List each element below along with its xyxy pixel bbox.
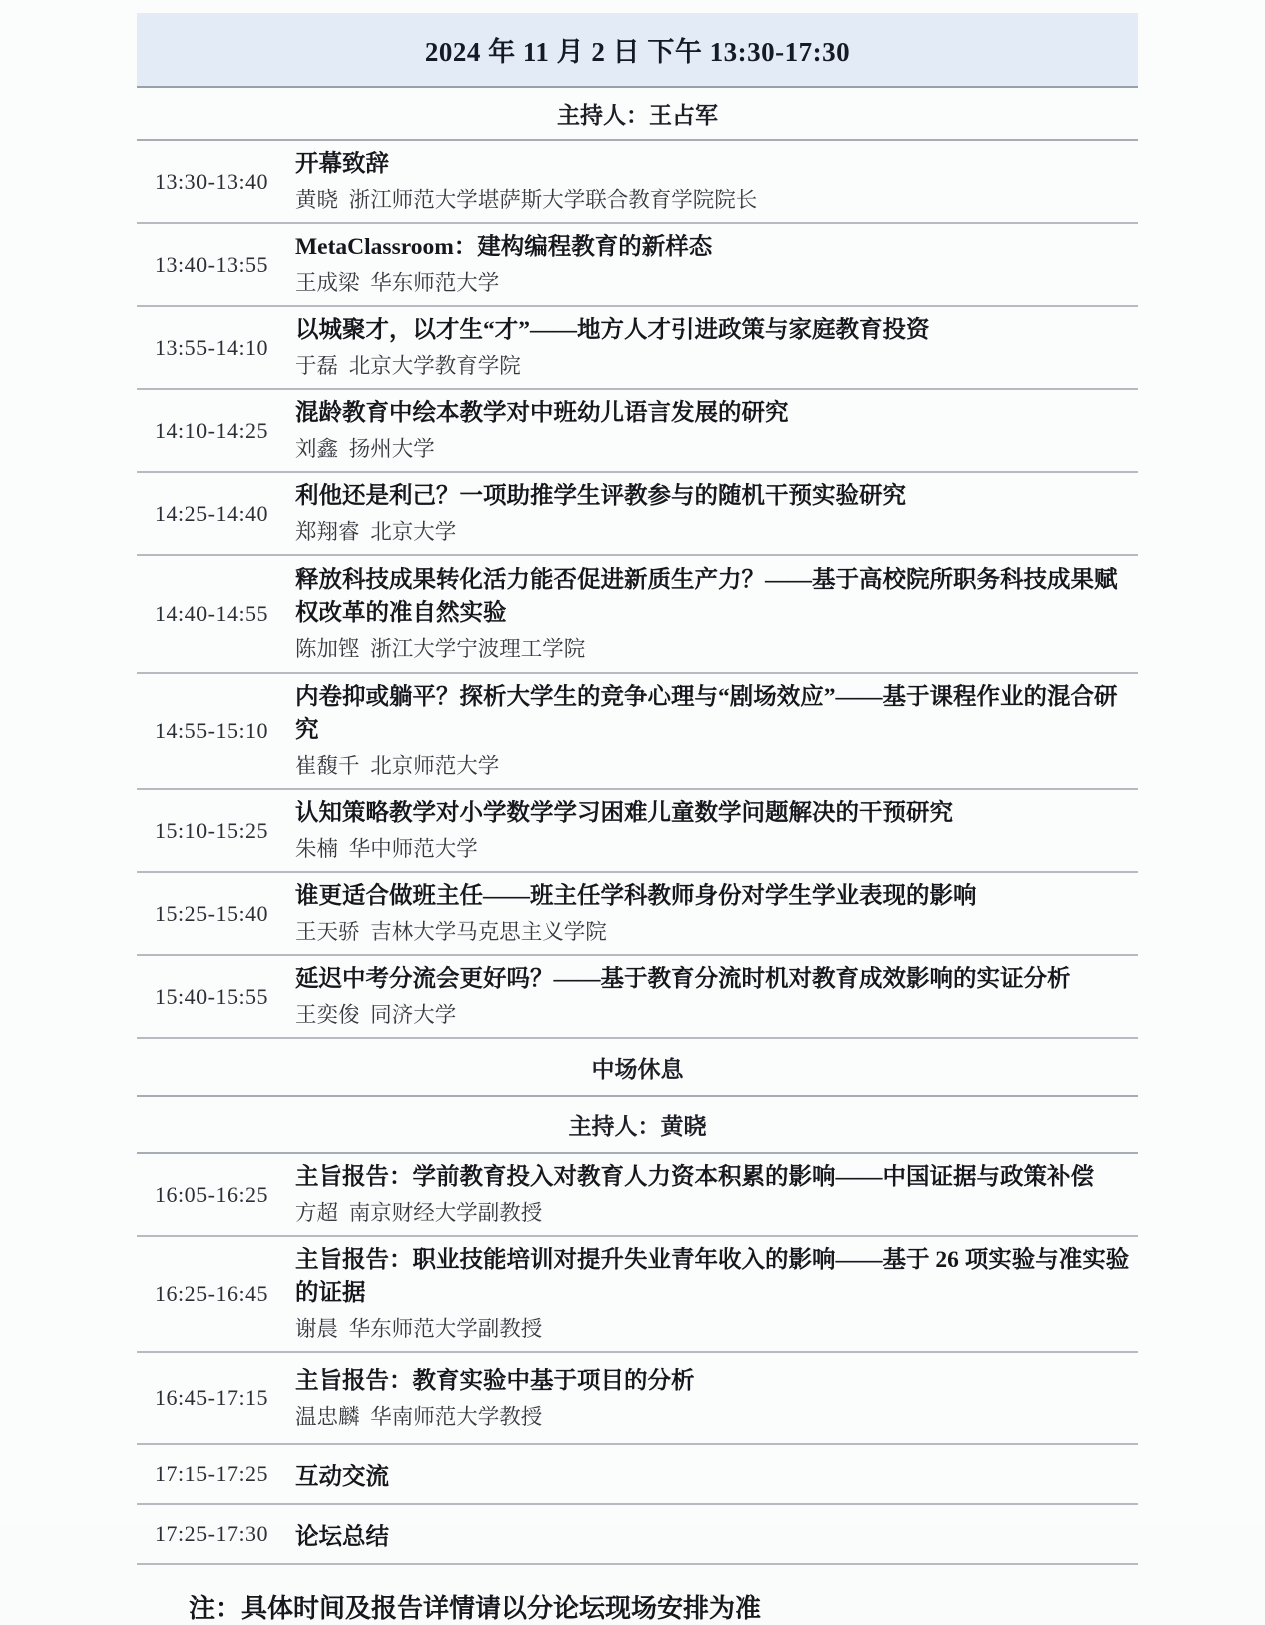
talk-presenter: 陈加铿 浙江大学宁波理工学院 <box>295 637 586 661</box>
agenda-row <box>137 224 1138 307</box>
agenda-row <box>137 790 1138 873</box>
talk-presenter: 谢晨 华东师范大学副教授 <box>295 1317 543 1341</box>
intermission-label: 中场休息 <box>591 1056 684 1082</box>
time-slot: 14:25-14:40 <box>155 500 269 526</box>
talk-presenter: 郑翔睿 北京大学 <box>295 520 457 544</box>
talk-cell <box>295 1450 1138 1498</box>
talk-presenter: 温忠麟 华南师范大学教授 <box>295 1404 543 1429</box>
talk-presenter: 方超 南京财经大学副教授 <box>295 1201 543 1225</box>
time-slot: 17:15-17:25 <box>155 1461 269 1486</box>
host-row-2 <box>137 1097 1138 1154</box>
talk-title: 论坛总结 <box>295 1524 389 1550</box>
time-slot: 15:40-15:55 <box>155 983 269 1009</box>
talk-cell <box>295 1358 1138 1439</box>
time-slot: 16:45-17:15 <box>155 1385 269 1410</box>
agenda-row <box>137 1353 1138 1445</box>
agenda-row <box>137 873 1138 956</box>
session-date-title: 2024 年 11 月 2 日 下午 13:30-17:30 <box>424 37 851 67</box>
talk-title: 利他还是利己？一项助推学生评教参与的随机干预实验研究 <box>295 483 906 509</box>
time-slot: 15:25-15:40 <box>155 900 269 926</box>
talk-cell <box>295 473 1138 554</box>
talk-cell <box>295 1510 1138 1558</box>
talk-title: 内卷抑或躺平？探析大学生的竞争心理与“剧场效应”——基于课程作业的混合研究 <box>295 684 1118 743</box>
talk-presenter: 黄晓 浙江师范大学堪萨斯大学联合教育学院院长 <box>295 188 758 212</box>
talk-presenter: 崔馥千 北京师范大学 <box>295 754 500 778</box>
talk-cell <box>295 307 1138 388</box>
talk-presenter: 王奕俊 同济大学 <box>295 1003 457 1027</box>
talk-title: 主旨报告：教育实验中基于项目的分析 <box>295 1367 695 1394</box>
talk-title: MetaClassroom：建构编程教育的新样态 <box>295 234 713 260</box>
host-row-1 <box>137 88 1138 141</box>
talk-title: 延迟中考分流会更好吗？——基于教育分流时机对教育成效影响的实证分析 <box>295 966 1071 992</box>
talk-cell <box>295 790 1138 871</box>
talk-presenter: 王天骄 吉林大学马克思主义学院 <box>295 920 607 944</box>
talk-cell <box>295 557 1138 671</box>
time-slot: 15:10-15:25 <box>155 817 269 843</box>
time-slot: 13:40-13:55 <box>155 251 269 277</box>
time-slot: 16:25-16:45 <box>155 1281 269 1306</box>
agenda-table <box>137 13 1138 1625</box>
time-slot: 13:30-13:40 <box>155 168 269 194</box>
time-slot: 14:55-15:10 <box>155 718 269 743</box>
talk-cell <box>295 1154 1138 1235</box>
agenda-row <box>137 1445 1138 1505</box>
talk-cell <box>295 956 1138 1037</box>
talk-title: 互动交流 <box>295 1464 389 1490</box>
host-label: 主持人：黄晓 <box>568 1114 707 1139</box>
agenda-row <box>137 390 1138 473</box>
agenda-row <box>137 1505 1138 1565</box>
agenda-row <box>137 956 1138 1039</box>
talk-title: 主旨报告：职业技能培训对提升失业青年收入的影响——基于 26 项实验与准实验的证据 <box>295 1247 1130 1306</box>
talk-cell <box>295 1237 1138 1351</box>
talk-cell <box>295 873 1138 954</box>
agenda-row <box>137 674 1138 790</box>
agenda-row <box>137 307 1138 390</box>
talk-presenter: 于磊 北京大学教育学院 <box>295 354 521 378</box>
agenda-row <box>137 1237 1138 1353</box>
agenda-row <box>137 141 1138 224</box>
talk-title: 谁更适合做班主任——班主任学科教师身份对学生学业表现的影响 <box>295 883 977 909</box>
talk-cell <box>295 390 1138 471</box>
footer-note: 注：具体时间及报告详情请以分论坛现场安排为准 <box>189 1594 762 1623</box>
talk-title: 释放科技成果转化活力能否促进新质生产力？——基于高校院所职务科技成果赋权改革的准自然实验 <box>295 567 1118 626</box>
time-slot: 17:25-17:30 <box>155 1521 269 1546</box>
host-label: 主持人：王占军 <box>557 103 718 128</box>
agenda-row <box>137 556 1138 674</box>
agenda-row <box>137 1154 1138 1237</box>
talk-presenter: 朱楠 华中师范大学 <box>295 837 478 861</box>
talk-title: 混龄教育中绘本教学对中班幼儿语言发展的研究 <box>295 400 789 426</box>
time-slot: 13:55-14:10 <box>155 334 269 360</box>
session-date-header <box>137 13 1138 88</box>
talk-cell <box>295 141 1138 222</box>
time-slot: 14:40-14:55 <box>155 601 269 626</box>
talk-cell <box>295 224 1138 305</box>
talk-title: 开幕致辞 <box>295 151 389 177</box>
agenda-row <box>137 473 1138 556</box>
talk-cell <box>295 674 1138 788</box>
talk-title: 认知策略教学对小学数学学习困难儿童数学问题解决的干预研究 <box>295 800 953 826</box>
time-slot: 14:10-14:25 <box>155 417 269 443</box>
talk-title: 以城聚才，以才生“才”——地方人才引进政策与家庭教育投资 <box>295 317 930 343</box>
talk-presenter: 王成梁 华东师范大学 <box>295 271 500 295</box>
time-slot: 16:05-16:25 <box>155 1181 269 1207</box>
talk-presenter: 刘鑫 扬州大学 <box>295 437 435 461</box>
intermission-row <box>137 1039 1138 1097</box>
talk-title: 主旨报告：学前教育投入对教育人力资本积累的影响——中国证据与政策补偿 <box>295 1164 1094 1190</box>
